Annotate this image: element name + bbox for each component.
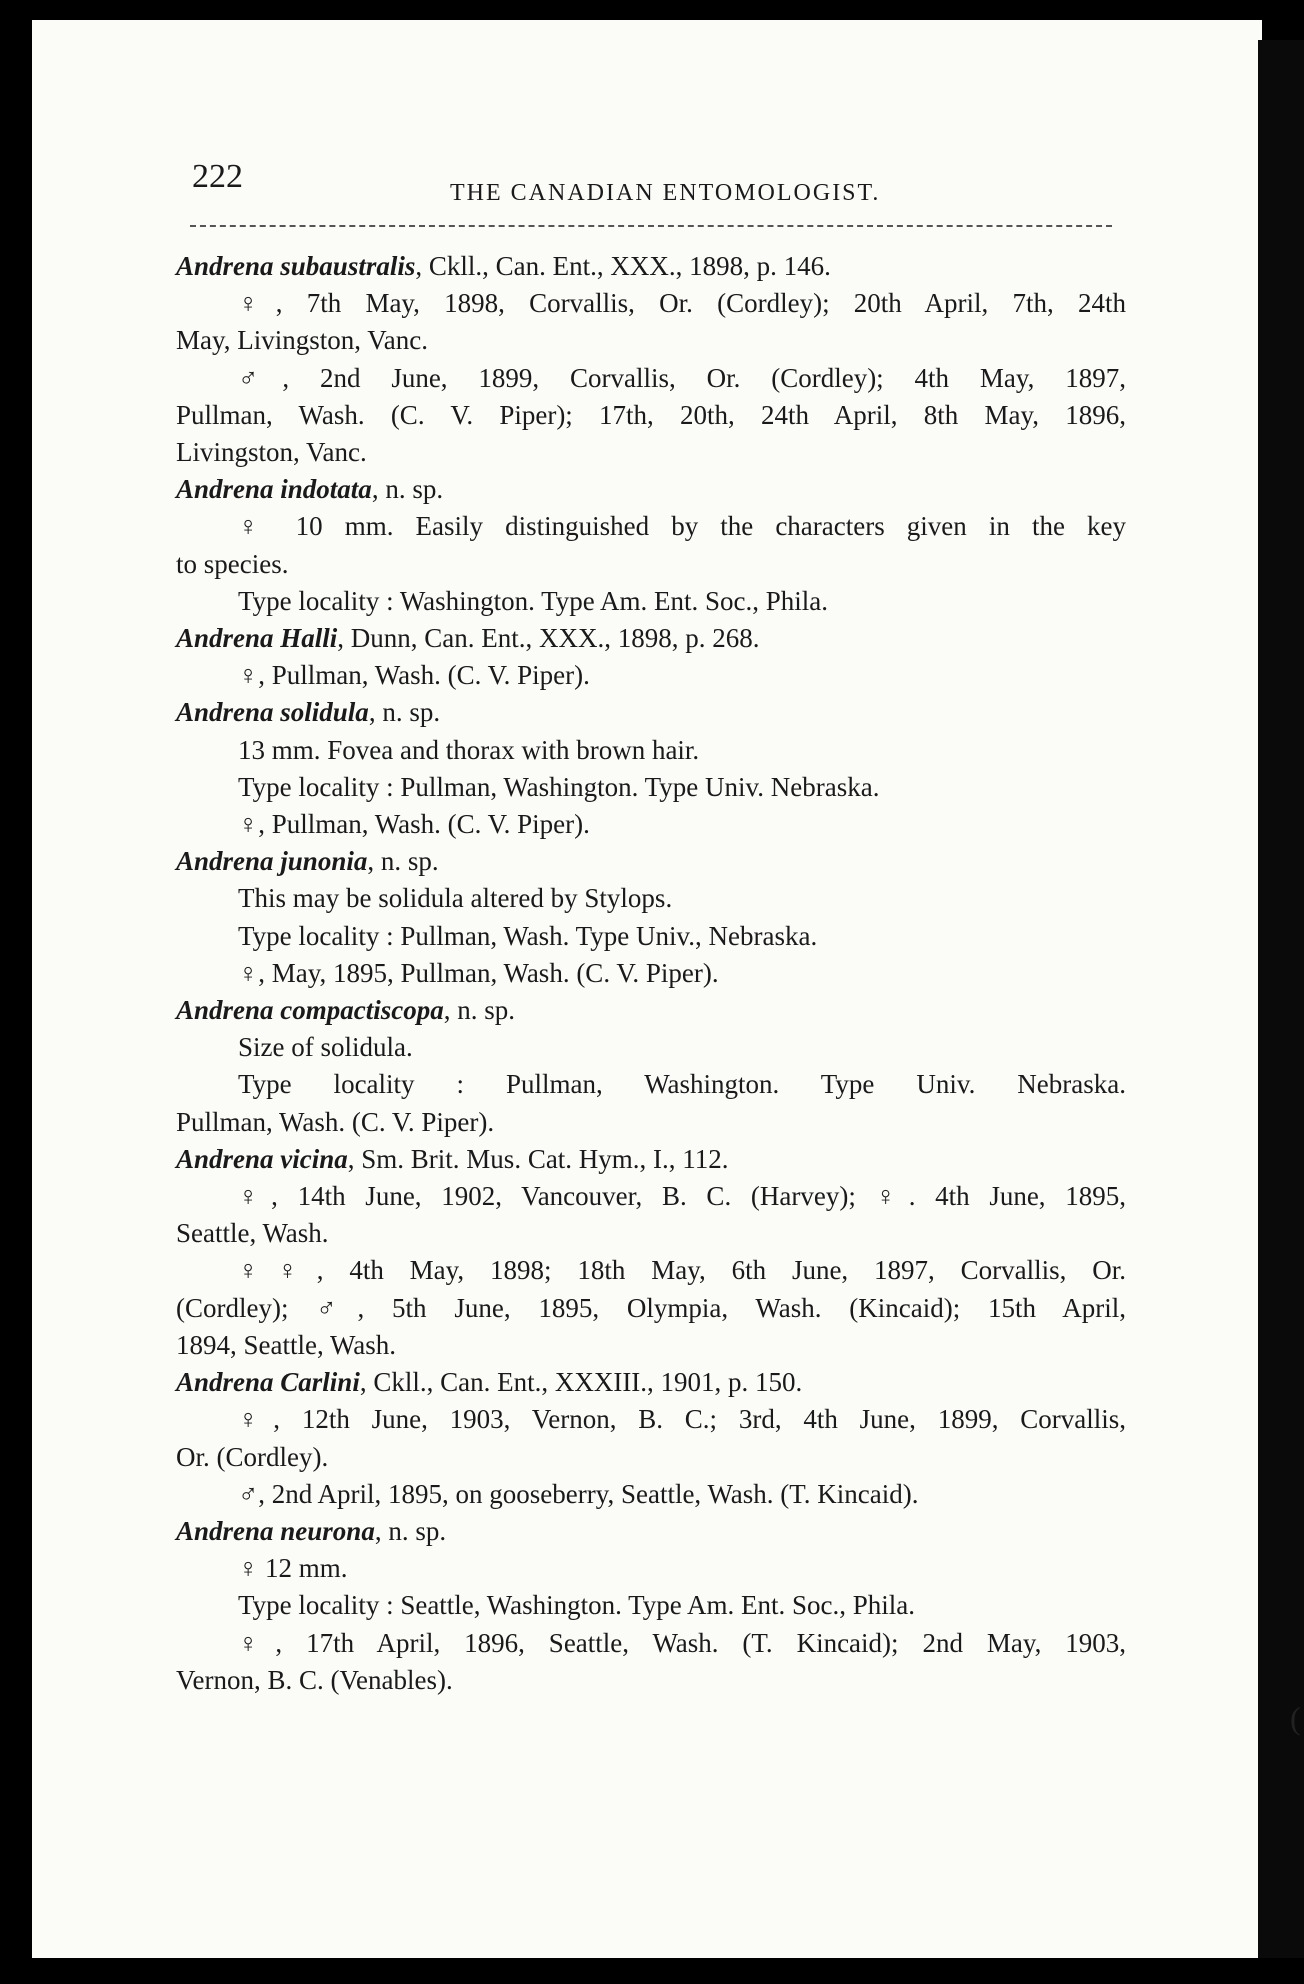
text-line: ♀, 17th April, 1896, Seattle, Wash. (T. Kincaid); 2nd May, 1903,: [238, 1627, 1126, 1658]
text-line: Pullman, Wash. (C. V. Piper); 17th, 20th, 24th April, 8th May, 1896,: [176, 399, 1126, 430]
text-line: 1894, Seattle, Wash.: [176, 1329, 397, 1360]
text-line: (Cordley); ♂, 5th June, 1895, Olympia, Wash. (Kincaid); 15th April,: [176, 1292, 1126, 1323]
text-line: Type locality : Washington. Type Am. Ent. Soc., Phila.: [238, 585, 829, 616]
text-line: Livingston, Vanc.: [176, 437, 367, 468]
species-heading: [176, 1513, 1126, 1550]
species-name: Andrena neurona: [176, 1515, 375, 1546]
text-line: ♀, 12th June, 1903, Vernon, B. C.; 3rd, 4th June, 1899, Corvallis,: [238, 1404, 1126, 1435]
species-citation: , Ckll., Can. Ent., XXXIII., 1901, p. 150.: [359, 1367, 803, 1398]
species-citation: , n. sp.: [371, 474, 444, 505]
species-heading: [176, 694, 1126, 731]
text-line: ♂, 2nd April, 1895, on gooseberry, Seattle, Wash. (T. Kincaid).: [238, 1478, 919, 1509]
species-heading: [176, 620, 1126, 657]
text-line: ♀ 10 mm. Easily distinguished by the characters given in the key: [238, 511, 1126, 542]
text-line: Or. (Cordley).: [176, 1441, 329, 1472]
text-line: ♀ 12 mm.: [238, 1553, 348, 1584]
text-line: ♀, May, 1895, Pullman, Wash. (C. V. Piper).: [238, 957, 719, 988]
scan-top-border: [0, 0, 1304, 22]
page-header: [192, 158, 1112, 218]
next-page-edge-char: (: [1290, 1700, 1301, 1736]
text-line: May, Livingston, Vanc.: [176, 325, 428, 356]
text-line: Type locality : Pullman, Washington. Type Univ. Nebraska.: [238, 771, 880, 802]
species-heading: [176, 248, 1126, 285]
text-line: Seattle, Wash.: [176, 1218, 329, 1249]
species-name: Andrena vicina: [176, 1143, 348, 1174]
species-heading: [176, 1364, 1126, 1401]
species-name: Andrena compactiscopa: [176, 995, 444, 1026]
species-name: Andrena solidula: [176, 697, 369, 728]
species-citation: , Ckll., Can. Ent., XXX., 1898, p. 146.: [415, 251, 831, 281]
header-rule: [190, 225, 1112, 227]
species-name: Andrena Halli: [176, 623, 338, 654]
species-citation: , n. sp.: [368, 697, 441, 728]
species-citation: , n. sp.: [443, 995, 516, 1026]
species-heading: [176, 1141, 1126, 1178]
species-heading: [176, 843, 1126, 880]
text-line: ♀, 14th June, 1902, Vancouver, B. C. (Harvey); ♀. 4th June, 1895,: [238, 1181, 1126, 1212]
species-citation: , Sm. Brit. Mus. Cat. Hym., I., 112.: [347, 1143, 729, 1174]
text-line: Pullman, Wash. (C. V. Piper).: [176, 1106, 495, 1137]
species-heading: [176, 471, 1126, 508]
text-line: ♀, 7th May, 1898, Corvallis, Or. (Cordley); 20th April, 7th, 24th: [238, 288, 1126, 319]
species-heading: [176, 992, 1126, 1029]
species-citation: , n. sp.: [374, 1515, 447, 1546]
text-line: 13 mm. Fovea and thorax with brown hair.: [238, 734, 700, 765]
text-line: Type locality : Pullman, Wash. Type Univ., Nebraska.: [238, 920, 818, 951]
text-line: Type locality : Pullman, Washington. Type Univ. Nebraska.: [238, 1069, 1126, 1100]
text-line: This may be solidula altered by Stylops.: [238, 883, 673, 914]
species-name: Andrena subaustralis: [176, 251, 416, 281]
running-head: THE CANADIAN ENTOMOLOGIST.: [450, 180, 881, 206]
text-line: ♀, Pullman, Wash. (C. V. Piper).: [238, 809, 590, 840]
species-citation: , Dunn, Can. Ent., XXX., 1898, p. 268.: [337, 623, 760, 654]
text-line: Type locality : Seattle, Washington. Type Am. Ent. Soc., Phila.: [238, 1590, 915, 1621]
page-body: [176, 248, 1126, 1699]
text-line: Size of solidula.: [238, 1032, 413, 1063]
page-number: 222: [192, 158, 243, 195]
species-name: Andrena junonia: [176, 846, 368, 877]
species-name: Andrena indotata: [176, 474, 372, 505]
text-line: ♂, 2nd June, 1899, Corvallis, Or. (Cordley); 4th May, 1897,: [238, 362, 1126, 393]
species-citation: , n. sp.: [367, 846, 439, 877]
text-line: to species.: [176, 548, 289, 579]
text-line: ♀, Pullman, Wash. (C. V. Piper).: [238, 660, 590, 691]
species-name: Andrena Carlini: [176, 1367, 360, 1398]
text-line: Vernon, B. C. (Venables).: [176, 1664, 453, 1695]
scan-bottom-border: [0, 1958, 1304, 1984]
text-line: ♀♀, 4th May, 1898; 18th May, 6th June, 1897, Corvallis, Or.: [238, 1255, 1126, 1286]
page-gutter: [1258, 40, 1304, 1960]
